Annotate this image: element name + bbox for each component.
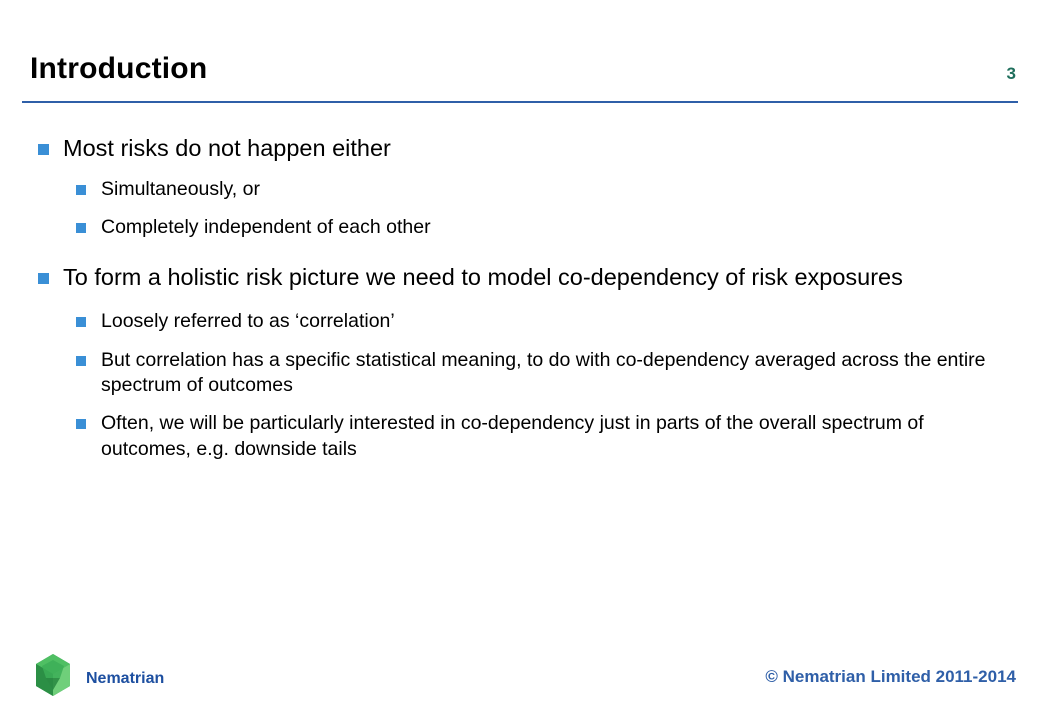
bullet-level2 [30, 348, 1010, 399]
bullet-text: To form a holistic risk picture we need to model co-dependency of risk exposures [63, 263, 903, 290]
bullet-text: Often, we will be particularly interested in co-dependency just in parts of the overall spectrum of outcomes, e.g. downside tails [101, 412, 924, 460]
bullet-level2 [30, 177, 1010, 202]
footer-copyright: © Nematrian Limited 2011-2014 [765, 667, 1016, 686]
bullet-text: But correlation has a specific statistical meaning, to do with co-dependency averaged across the entire spectrum of outcomes [101, 348, 986, 397]
nematrian-polyhedron-logo-icon [30, 652, 76, 698]
bullet-level1 [30, 263, 1010, 293]
bullet-marker-icon [38, 273, 49, 284]
bullet-text: Simultaneously, or [101, 177, 260, 200]
bullet-text: Most risks do not happen either [63, 135, 391, 161]
footer-brand: Nematrian [86, 670, 165, 687]
bullet-level2 [30, 309, 1010, 334]
bullet-marker-icon [76, 317, 86, 327]
bullet-level1 [30, 134, 1010, 164]
bullet-level2 [30, 411, 1010, 462]
bullet-marker-icon [76, 223, 86, 233]
title-divider [22, 101, 1018, 103]
bullet-marker-icon [38, 144, 49, 155]
bullet-marker-icon [76, 185, 86, 195]
bullet-text: Loosely referred to as ‘correlation’ [101, 310, 395, 333]
slide-content [30, 134, 1010, 465]
page-title: Introduction [30, 52, 208, 85]
bullet-marker-icon [76, 356, 86, 366]
bullet-text: Completely independent of each other [101, 216, 431, 239]
bullet-marker-icon [76, 419, 86, 429]
bullet-level2 [30, 215, 1010, 240]
slide-number: 3 [1006, 64, 1016, 83]
